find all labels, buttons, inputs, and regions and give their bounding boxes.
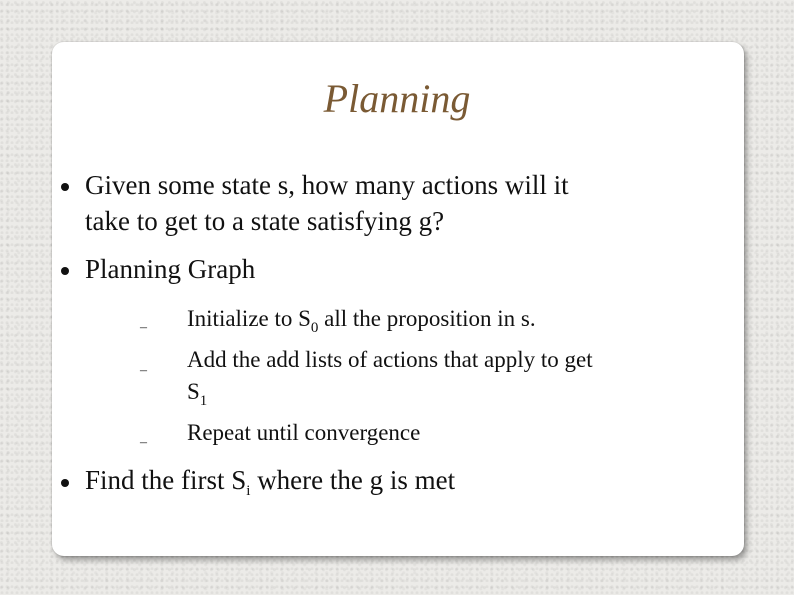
bullet-dot <box>61 479 69 487</box>
dash-icon: – <box>140 435 147 450</box>
slide-title: Planning <box>323 76 471 121</box>
sub-bullet-3-text: Repeat until convergence <box>187 420 421 445</box>
bullet-dot <box>61 183 69 191</box>
bullet-1-line-1: Given some state s, how many actions will it <box>85 170 569 200</box>
sub-bullet-2-line-2: $S_1$ <box>187 379 208 409</box>
bullet-dot <box>61 267 69 275</box>
dash-icon: – <box>140 363 147 378</box>
bullet-1-line-2: take to get to a state satisfying g? <box>85 206 445 236</box>
dash-icon: – <box>140 320 147 335</box>
bullet-2-text: Planning Graph <box>85 254 256 284</box>
bullet-3-text: Find the first $S_i$ where the g is met <box>85 465 456 499</box>
sub-bullet-1-text: Initialize to $S_0$ all the proposition in s. <box>187 306 536 336</box>
sub-bullet-2-line-1: Add the add lists of actions that apply to get <box>187 347 593 372</box>
